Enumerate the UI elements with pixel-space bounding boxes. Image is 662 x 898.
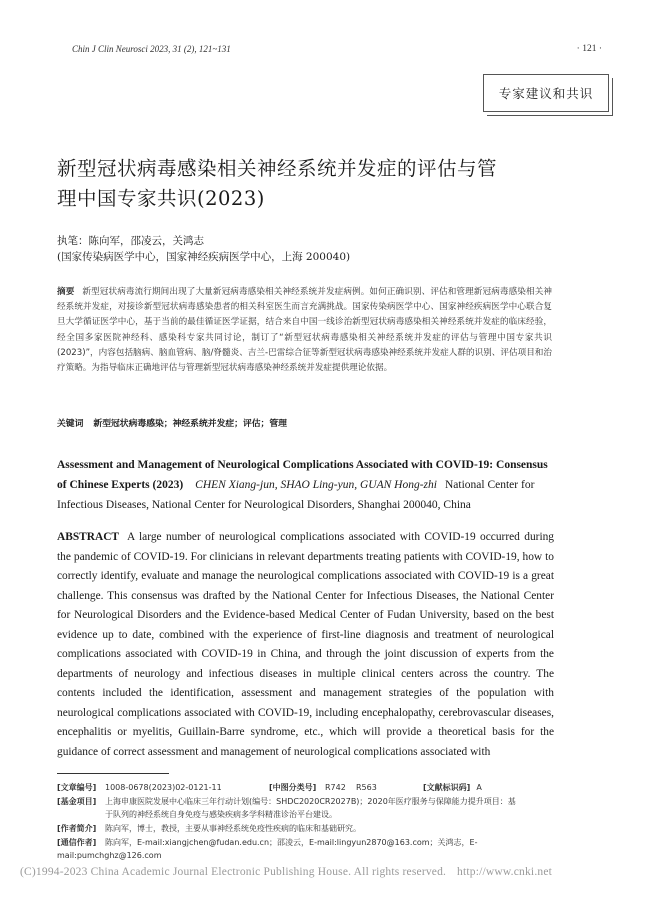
footnote-divider	[57, 773, 169, 774]
english-abstract-label: ABSTRACT	[57, 531, 120, 543]
fund-line1: 上海申康医院发展中心临床三年行动计划(编号：SHDC2020CR2027B)；2020年医疗服务与保障能力提升项目：基	[105, 797, 516, 806]
chinese-abstract	[57, 285, 552, 376]
clc-label: [中图分类号]	[269, 783, 317, 792]
footnote-article-info	[57, 781, 557, 794]
chinese-authors: 执笔：陈向军，邵凌云，关鸿志	[57, 235, 204, 247]
article-no: 1008-0678(2023)02-0121-11	[105, 783, 222, 792]
copyright-text: (C)1994-2023 China Academic Journal Electronic Publishing House. All rights reserved.	[20, 866, 447, 878]
chinese-title-line2: 理中国专家共识(2023)	[57, 187, 265, 210]
chinese-keywords	[57, 416, 287, 429]
english-authors: CHEN Xiang-jun, SHAO Ling-yun, GUAN Hong-zhi	[195, 479, 437, 491]
copyright-watermark	[20, 866, 553, 878]
section-label: 专家建议和共识	[498, 86, 594, 101]
footnote-fund	[57, 795, 557, 822]
author-bio-label: [作者简介]	[57, 824, 97, 833]
english-title-block	[57, 455, 557, 515]
doc-code-label: [文献标识码]	[423, 783, 471, 792]
chinese-abstract-text: 新型冠状病毒流行期间出现了大量新冠病毒感染相关神经系统并发症病例。如何正确识别、评估和管理新冠病毒感染相关神经系统并发症，对接诊新型冠状病毒感染患者的相关科室医生而言充满挑战。国家传染病医学中心、国家神经疾病医学中心联合复旦大学循证医学中心，基于当前的最佳循证医学证据，结合来自中国一线诊治新型冠状病毒感染相关神经系统并发症的临床经验，经全国多家医院神经科、感染科专家共同讨论，制订了“新型冠状病毒感染相关神经系统并发症的评估与管理中国专家共识(2023)”，内容包括脑病、脑血管病、脑/脊髓炎、吉兰-巴雷综合征等新型冠状病毒感染神经系统并发症人群的识别、评估项目和治疗策略。为指导临床正确地评估与管理新型冠状病毒感染神经系统并发症提供理论依据。	[57, 287, 552, 374]
page-number: · 121 ·	[576, 44, 602, 54]
corresponding-label: [通信作者]	[57, 838, 97, 847]
cnki-url: http://www.cnki.net	[457, 866, 553, 878]
author-bio-text: 陈向军，博士，教授，主要从事神经系统免疫性疾病的临床和基础研究。	[105, 824, 361, 833]
doc-code: A	[476, 783, 482, 792]
fund-line2: 于队列的神经系统自身免疫与感染疾病多学科精准诊治平台建设。	[105, 810, 337, 820]
chinese-keywords-label: 关键词	[57, 419, 84, 429]
english-affiliation: National Center for Infectious Diseases, National Center for Neurological Disorders, Shanghai 200040, China	[57, 479, 535, 511]
chinese-keywords-text: 新型冠状病毒感染；神经系统并发症；评估；管理	[93, 419, 287, 429]
english-title: Assessment and Management of Neurological Complications Associated with COVID-19: Consensus of Chinese Experts (2023)	[57, 459, 548, 491]
chinese-affiliation: (国家传染病医学中心，国家神经疾病医学中心，上海 200040)	[57, 251, 351, 263]
article-no-label: [文章编号]	[57, 783, 97, 792]
chinese-title	[57, 154, 577, 214]
fund-label: [基金项目]	[57, 797, 97, 806]
footnote-corresponding	[57, 836, 557, 863]
footnote-author-bio	[57, 822, 557, 835]
english-abstract-text: A large number of neurological complications associated with COVID-19 occurred during the pandemic of COVID-19. For clinicians in relevant departments treating patients with COVID-19, how to correctly identify, evaluate and manage the neurological complications associated with COVID-19 is a great challenge. This consensus was drafted by the National Center for Infectious Diseases, the National Center for Neurological Disorders and the Evidence-based Medical Center of Fudan University, based on the best evidence up to date, combined with the experience of first-line diagnosis and treatment of neurological complications associated with COVID-19 in China, and through the joint discussion of experts from the departments of neurology and infectious diseases in multiple clinical centers across the country. The contents included the identification, assessment and management strategies of the population with neurological complications associated with COVID-19, including encephalopathy, cerebrovascular diseases, encephalitis or myelitis, Guillain-Barre syndrome, etc., which will provide a theoretical basis for the guidance of correct assessment and management of neurological complications associated with	[57, 531, 554, 758]
chinese-title-line1: 新型冠状病毒感染相关神经系统并发症的评估与管	[57, 157, 498, 180]
english-abstract	[57, 528, 554, 762]
section-label-box	[483, 74, 609, 112]
clc-number: R742 R563	[325, 783, 377, 792]
journal-reference: Chin J Clin Neurosci 2023, 31 (2), 121~131	[72, 44, 231, 54]
corresponding-text: 陈向军，E-mail:xiangjchen@fudan.edu.cn；邵凌云，E-mail:lingyun2870@163.com；关鸿志，E-mail:pumchghz@126.com	[57, 838, 478, 861]
chinese-abstract-label: 摘要	[57, 287, 75, 297]
